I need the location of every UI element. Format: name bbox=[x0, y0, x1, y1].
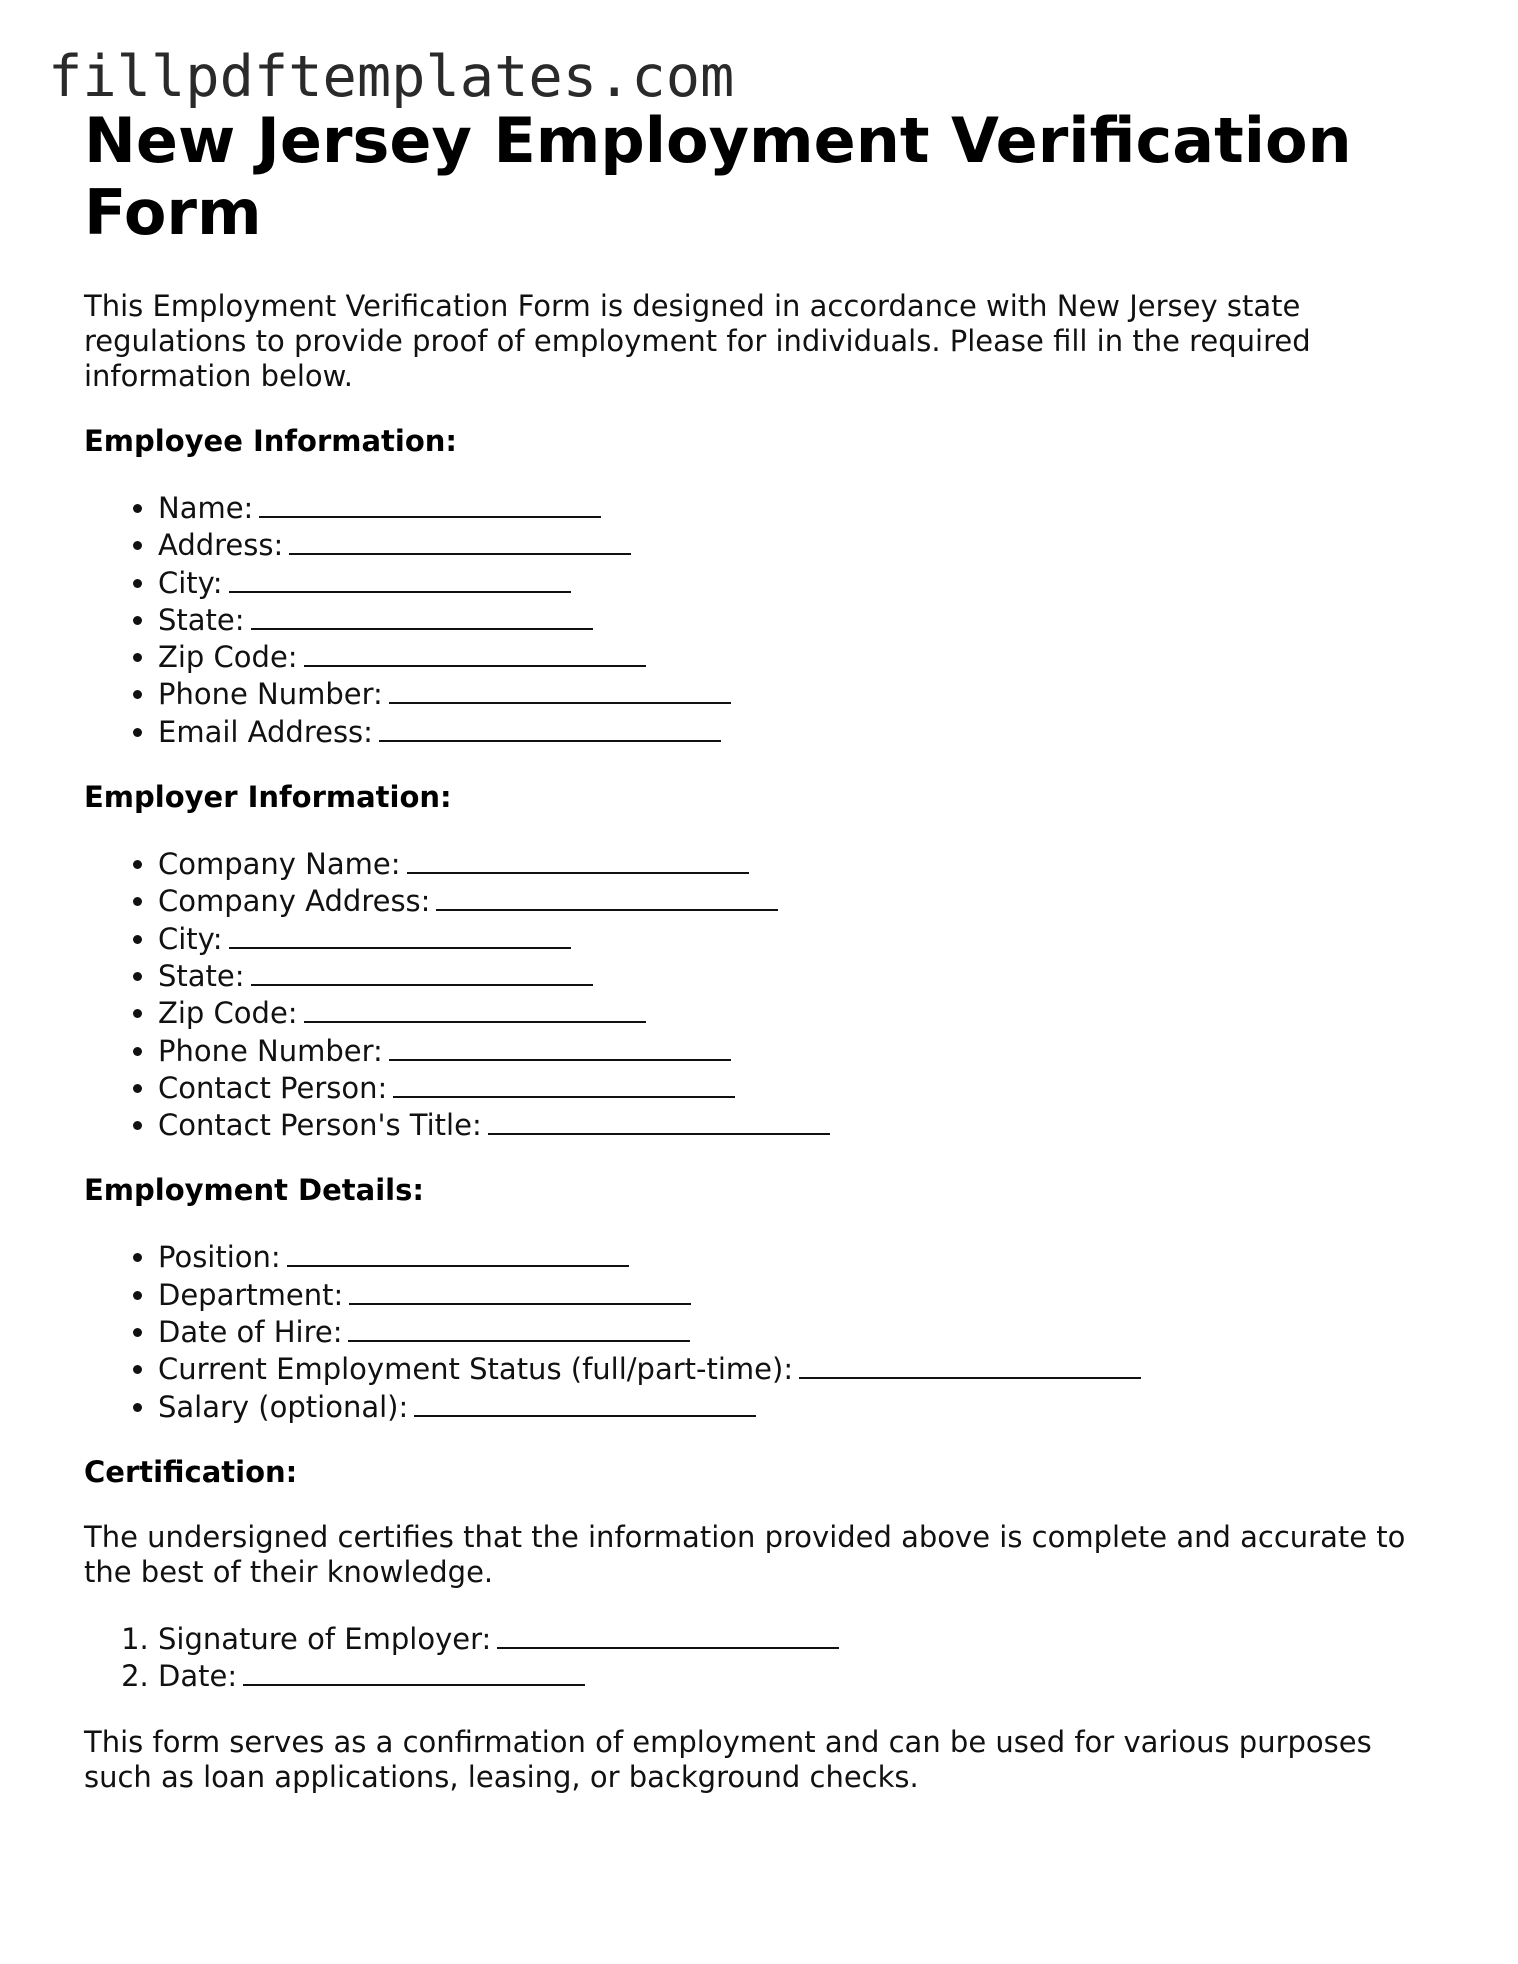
field-label: State: bbox=[158, 958, 245, 993]
company-name-field[interactable] bbox=[407, 845, 749, 874]
certification-date-field[interactable] bbox=[243, 1657, 585, 1686]
field-label: Date: bbox=[158, 1659, 238, 1694]
field-label: City: bbox=[158, 921, 223, 956]
employee-field-list bbox=[84, 489, 1424, 750]
field-label: Contact Person's Title: bbox=[158, 1108, 482, 1143]
company-address-field[interactable] bbox=[436, 882, 778, 911]
employee-name-field[interactable] bbox=[259, 489, 601, 518]
field-item bbox=[158, 957, 1424, 994]
field-item bbox=[158, 882, 1424, 919]
intro-paragraph: This Employment Verification Form is designed in accordance with New Jersey state regulations to provide proof of employment for individuals. Please fill in the required information below. bbox=[84, 289, 1311, 393]
field-label: Company Address: bbox=[158, 884, 431, 919]
field-item bbox=[158, 1276, 1424, 1313]
field-label: Current Employment Status (full/part-time): bbox=[158, 1352, 794, 1387]
contact-person-field[interactable] bbox=[393, 1069, 735, 1098]
field-label: Name: bbox=[158, 491, 254, 525]
department-field[interactable] bbox=[349, 1276, 691, 1305]
salary-field[interactable] bbox=[414, 1388, 756, 1417]
field-item bbox=[158, 713, 1424, 750]
employer-field-list bbox=[84, 845, 1424, 1143]
employer-section-heading: Employer Information: bbox=[84, 780, 452, 815]
field-label: Salary (optional): bbox=[158, 1389, 409, 1424]
field-item bbox=[158, 526, 1424, 563]
field-label: Company Name: bbox=[158, 847, 401, 882]
employer-state-field[interactable] bbox=[251, 957, 593, 986]
employer-zip-field[interactable] bbox=[304, 994, 646, 1023]
field-label: Address: bbox=[158, 528, 284, 563]
field-item bbox=[158, 1388, 1424, 1425]
employee-address-field[interactable] bbox=[289, 526, 631, 555]
field-item bbox=[158, 1350, 1424, 1387]
field-label: Zip Code: bbox=[158, 640, 298, 675]
certification-field-list bbox=[84, 1620, 1424, 1695]
employee-email-field[interactable] bbox=[379, 713, 721, 742]
employee-zip-field[interactable] bbox=[304, 638, 646, 667]
certification-section-heading: Certification: bbox=[84, 1454, 298, 1489]
field-item bbox=[158, 1106, 1424, 1143]
form-title: New Jersey Employment Verification Form bbox=[84, 104, 1352, 249]
field-label: Email Address: bbox=[158, 714, 373, 749]
field-label: Phone Number: bbox=[158, 677, 383, 712]
employment-section-heading: Employment Details: bbox=[84, 1173, 424, 1208]
field-item bbox=[158, 675, 1424, 712]
position-field[interactable] bbox=[287, 1238, 629, 1267]
field-item bbox=[158, 564, 1424, 601]
field-item bbox=[158, 638, 1424, 675]
field-item bbox=[158, 994, 1424, 1031]
field-label: Department: bbox=[158, 1277, 344, 1312]
employer-city-field[interactable] bbox=[229, 920, 571, 949]
employee-phone-field[interactable] bbox=[389, 675, 731, 704]
contact-title-field[interactable] bbox=[488, 1106, 830, 1135]
employment-field-list bbox=[84, 1238, 1424, 1424]
field-label: City: bbox=[158, 565, 223, 600]
field-label: State: bbox=[158, 602, 245, 637]
field-label: Date of Hire: bbox=[158, 1315, 343, 1350]
field-item bbox=[158, 1657, 1424, 1694]
employee-state-field[interactable] bbox=[251, 601, 593, 630]
employee-section-heading: Employee Information: bbox=[84, 424, 458, 458]
field-item bbox=[158, 1620, 1424, 1657]
field-item bbox=[158, 1313, 1424, 1350]
field-item bbox=[158, 920, 1424, 957]
field-item bbox=[158, 1069, 1424, 1106]
field-item bbox=[158, 601, 1424, 638]
closing-paragraph: This form serves as a confirmation of employment and can be used for various purposes such as loan applications, leasing, or background checks. bbox=[84, 1724, 1372, 1794]
employer-phone-field[interactable] bbox=[389, 1032, 731, 1061]
field-item bbox=[158, 1238, 1424, 1275]
field-label: Signature of Employer: bbox=[158, 1621, 492, 1656]
employee-city-field[interactable] bbox=[229, 564, 571, 593]
date-of-hire-field[interactable] bbox=[348, 1313, 690, 1342]
field-label: Phone Number: bbox=[158, 1033, 383, 1068]
form-document bbox=[84, 105, 1424, 1795]
field-label: Position: bbox=[158, 1240, 281, 1275]
employment-status-field[interactable] bbox=[799, 1350, 1141, 1379]
field-label: Zip Code: bbox=[158, 996, 298, 1031]
field-item bbox=[158, 489, 1424, 526]
field-item bbox=[158, 845, 1424, 882]
site-watermark: fillpdftemplates.com bbox=[48, 44, 735, 110]
certification-paragraph: The undersigned certifies that the information provided above is complete and accurate to the best of their knowledge. bbox=[84, 1519, 1406, 1589]
field-item bbox=[158, 1032, 1424, 1069]
employer-signature-field[interactable] bbox=[497, 1620, 839, 1649]
field-label: Contact Person: bbox=[158, 1070, 388, 1105]
